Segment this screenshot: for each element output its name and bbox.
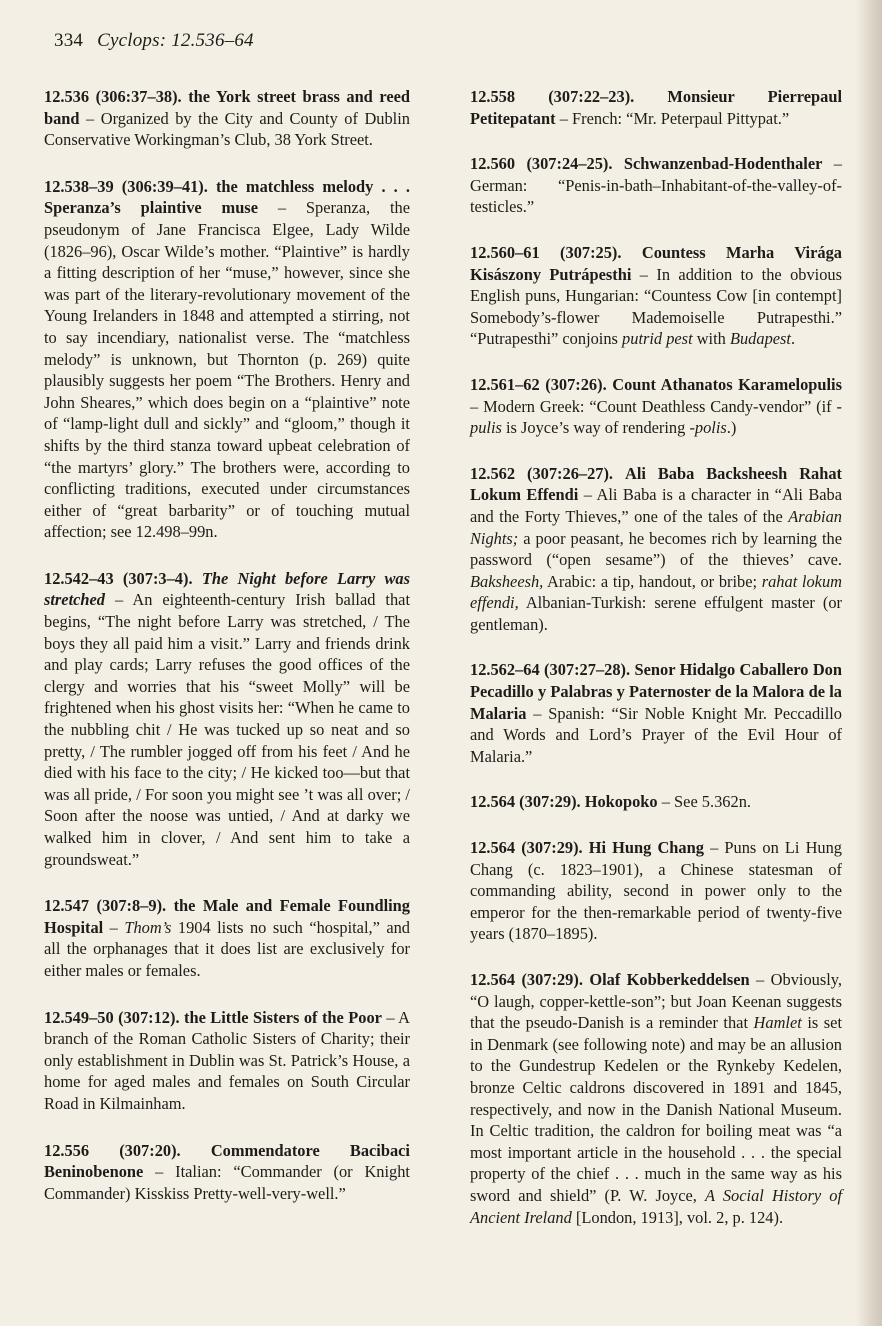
entry-lemma: the Little Sisters of the Poor xyxy=(184,1007,382,1027)
entry-lemma: Hi Hung Chang xyxy=(588,838,704,858)
annotation-entry: 12.564 (307:29). Hokopoko – See 5.362n. xyxy=(470,792,751,812)
annotation-entry: 12.538–39 (306:39–41). the matchless melody . . . Speranza’s plaintive muse – Speranza, the pseudonym of Jane Francisca Elgee, Lady Wilde (1826–96), Oscar Wilde’s mother. “Plaintive” is hardly a fitting description of her “muse,” however, since she was part of the literary-revolutionary movement of the Young Irelanders in 1848 and attempted a stirring, not to say incendiary, nationalist verse. The “matchless melody” is unknown, but Thornton (p. 269) quite plausibly suggests her poem “The Brothers. Henry and John Sheares,” which does begin on a “plaintive” note of “lamp-light dull and sickly” and “gloom,” though it shifts by the third stanza toward upbeat celebration of “the martyrs’ glory.” The brothers were, according to conflicting traditions, executed under circumstances either of “great barbarity” or of touching mutual affection; see 12.498–99n. xyxy=(44,176,410,542)
entry-gloss: a poor peasant, he becomes rich by learning the password (“open sesame”) of the thieves’ cave. xyxy=(470,528,842,570)
entry-reference: 12.547 (307:8–9). xyxy=(44,896,167,916)
entry-gloss: Organized by the City and County of Dublin Conservative Workingman’s Club, 38 York Street. xyxy=(44,108,410,150)
entry-lemma: Countess Marha Virága Kisászony Putrápesthi xyxy=(470,242,842,284)
entry-gloss: Arabic: a tip, handout, or bribe; xyxy=(543,571,762,591)
entry-reference: 12.561–62 (307:26). xyxy=(470,374,607,394)
annotation-entry: 12.564 (307:29). Olaf Kobberkeddelsen – Obviously, “O laugh, copper-kettle-son”; but Joan Keenan suggests that the pseudo-Danish is a reminder that Hamlet is set in Denmark (see following note) and may be an allusion to the Gundestrup Kedelen or the Rynkeby Kedelen, bronze Celtic caldrons discovered in 1891 and 1845, respectively, and now in the Danish National Museum. In Celtic tradition, the caldron for boiling meat was “a most important article in the household . . . the special property of the chief . . . much in the same way as his sword and shield” (P. W. Joyce, A Social History of Ancient Ireland [London, 1913], vol. 2, p. 124). xyxy=(470,970,843,1227)
entry-reference: 12.560 (307:24–25). xyxy=(470,154,613,174)
annotation-entry: 12.542–43 (307:3–4). The Night before Larry was stretched – An eighteenth-century Irish ballad that begins, “The night before Larry was stretched, / The boys they all paid him a visit.” Larry and friends drink and play cards; Larry refuses the good offices of the clergy and worries that his “sweet Molly” will be frightened when his ghost visits her: “When he came to the nubbling chit / He was tucked up so neat and so pretty, / The rumbler jogged off from his feet / And he died with his face to the city; / He kicked too—but that was all pride, / For soon you might see ’t was all over; / Soon after the noose was untied, / And at darky we walked him in clover, / And sent him to take a groundsweat.” xyxy=(44,568,411,869)
entry-lemma: the matchless melody . . . Speranza’s plaintive muse xyxy=(44,176,410,218)
annotation-entry: 12.560–61 (307:25). Countess Marha Virága Kisászony Putrápesthi – In addition to the obvious English puns, Hungarian: “Countess Cow [in contempt] Somebody’s-flower Mademoiselle Putrapesthi.” “Putrapesthi” conjoins putrid pest with Budapest. xyxy=(470,242,842,349)
entry-reference: 12.556 (307:20). xyxy=(44,1140,181,1160)
entry-reference: 12.538–39 (306:39–41). xyxy=(44,176,208,196)
entry-reference: 12.564 (307:29). xyxy=(470,792,581,812)
annotation-entry: 12.562–64 (307:27–28). Senor Hidalgo Caballero Don Pecadillo y Palabras y Paternoster de la Malora de la Malaria – Spanish: “Sir Noble Knight Mr. Peccadillo and Words and Lord’s Prayer of the Evil Hour of Malaria.” xyxy=(470,660,842,766)
page-gutter-shadow xyxy=(856,0,882,1326)
entry-gloss: See 5.362n. xyxy=(674,792,751,812)
entry-gloss: [London, 1913], vol. 2, p. 124). xyxy=(571,1207,784,1227)
entry-gloss-italic: rahat lokum effendi, xyxy=(470,571,842,613)
entry-lemma: Olaf Kobberkeddelsen xyxy=(589,970,750,989)
entry-gloss: Ali Baba is a character in “Ali Baba and the Forty Thieves,” one of the tales of the xyxy=(470,485,843,526)
entry-gloss: is set in Denmark (see following note) and may be an allusion to the Gundestrup Kedelen or the Rynkeby Kedelen, bronze Celtic caldrons discovered in 1891 and 1845, respectively, and now in the Danish National Museum. In Celtic tradition, the caldron for boiling meat was “a most important article in the household . . . the special property of the chief . . . much in the same way as his sword and shield” (P. W. Joyce, xyxy=(470,1013,842,1205)
entry-gloss: German: “Penis-in-bath–Inhabitant-of-the-valley-of-testicles.” xyxy=(470,175,842,217)
entry-gloss-italic: putrid pest xyxy=(622,329,693,349)
entry-lemma: the Male and Female Foundling Hospital xyxy=(44,896,410,937)
entry-gloss: 1904 lists no such “hospital,” and all the orphanages that it does list are exclusively for either males or females. xyxy=(44,917,411,980)
entry-gloss-italic: Thom’s xyxy=(124,917,172,937)
entry-gloss: Obviously, “O laugh, copper-kettle-son”; but Joan Keenan suggests that the pseudo-Danish is a reminder that xyxy=(470,970,842,1033)
entry-lemma: Senor Hidalgo Caballero Don Pecadillo y Palabras y Paternoster de la Malora de la Malaria xyxy=(470,660,842,723)
annotation-entry: 12.536 (306:37–38). the York street brass and reed band – Organized by the City and County of Dublin Conservative Workingman’s Club, 38 York Street. xyxy=(44,87,410,150)
entry-reference: 12.564 (307:29). xyxy=(470,970,583,989)
entry-gloss: .) xyxy=(726,418,737,438)
entry-gloss-italic: Hamlet xyxy=(753,1013,802,1033)
entry-gloss-italic: A Social History of Ancient Ireland xyxy=(470,1185,843,1227)
entry-gloss: Speranza, the pseudonym of Jane Francisca Elgee, Lady Wilde (1826–96), Oscar Wilde’s mother. “Plaintive” is hardly a fitting description of her “muse,” however, since she was part of the literary-revolutionary movement of the Young Irelanders in 1848 and attempted a stirring, not to say incendiary, nationalist verse. The “matchless melody” is unknown, but Thornton (p. 269) quite plausibly suggests her poem “The Brothers. Henry and John Sheares,” which does begin on a “plaintive” note of “lamp-light dull and sickly” and “gloom,” though it shifts by the third stanza toward upbeat celebration of “the martyrs’ glory.” The brothers were, according to conflicting traditions, executed under circumstances either of “great barbarity” or of touching mutual affection; see 12.498–99n. xyxy=(44,198,410,542)
entry-reference: 12.549–50 (307:12). xyxy=(44,1007,180,1027)
left-column xyxy=(44,86,410,1229)
entry-gloss: Puns on Li Hung Chang (c. 1823–1901), a Chinese statesman of commanding ability, second in power only to the emperor for the then-remarkable period of twenty-five years (1870–1895). xyxy=(470,838,842,944)
entry-gloss: In addition to the obvious English puns, Hungarian: “Countess Cow [in contempt] Somebody’s-flower Mademoiselle Putrapesthi.” “Putrapesthi” conjoins xyxy=(470,264,842,349)
entry-lemma: the York street brass and reed band xyxy=(44,87,410,128)
annotation-entry: 12.549–50 (307:12). the Little Sisters of the Poor – A branch of the Roman Catholic Sisters of Charity; their only establishment in Dublin was St. Patrick’s House, a home for aged males and females on South Circular Road in Kilmainham. xyxy=(44,1007,410,1113)
entry-lemma: Monsieur Pierrepaul Petitepatant xyxy=(470,87,842,128)
entry-gloss: Albanian-Turkish: serene effulgent master (or gentleman). xyxy=(470,593,842,634)
annotation-entry: 12.561–62 (307:26). Count Athanatos Karamelopulis – Modern Greek: “Count Deathless Candy-vendor” (if -pulis is Joyce’s way of rendering -polis.) xyxy=(470,374,842,438)
page-number: 334 xyxy=(54,30,84,51)
entry-gloss: A branch of the Roman Catholic Sisters of Charity; their only establishment in Dublin was St. Patrick’s House, a home for aged males and females on South Circular Road in Kilmainham. xyxy=(44,1007,410,1113)
running-title: Cyclops: 12.536–64 xyxy=(97,30,254,51)
annotation-entry: 12.558 (307:22–23). Monsieur Pierrepaul Petitepatant – French: “Mr. Peterpaul Pittypat.” xyxy=(470,87,842,128)
entry-gloss: . xyxy=(790,329,796,349)
entry-gloss: Italian: “Commander (or Knight Commander) Kisskiss Pretty-well-very-well.” xyxy=(44,1162,410,1203)
entry-gloss: is Joyce’s way of rendering xyxy=(501,418,690,438)
entry-gloss-italic: -pulis xyxy=(470,396,842,438)
entry-gloss-italic: Baksheesh, xyxy=(470,571,544,591)
entry-lemma: Count Athanatos Karamelopulis xyxy=(612,374,842,394)
entry-reference: 12.560–61 (307:25). xyxy=(470,242,622,262)
entry-reference: 12.542–43 (307:3–4). xyxy=(44,568,193,588)
running-head xyxy=(54,30,254,52)
entry-reference: 12.562–64 (307:27–28). xyxy=(470,660,631,680)
right-column xyxy=(470,86,842,1252)
entry-lemma: The Night before Larry was stretched xyxy=(44,568,410,610)
entry-gloss: Modern Greek: “Count Deathless Candy-vendor” (if xyxy=(483,396,837,416)
annotation-entry: 12.560 (307:24–25). Schwanzenbad-Hodenthaler – German: “Penis-in-bath–Inhabitant-of-the-valley-of-testicles.” xyxy=(470,154,842,217)
entry-gloss-italic: Arabian Nights; xyxy=(470,506,842,548)
entry-gloss-italic: Budapest xyxy=(729,329,791,349)
entry-reference: 12.536 (306:37–38). xyxy=(44,87,182,106)
entry-reference: 12.558 (307:22–23). xyxy=(470,87,635,106)
entry-lemma: Ali Baba Backsheesh Rahat Lokum Effendi xyxy=(470,463,842,505)
entry-reference: 12.562 (307:26–27). xyxy=(470,463,614,483)
annotation-entry: 12.562 (307:26–27). Ali Baba Backsheesh Rahat Lokum Effendi – Ali Baba is a character in “Ali Baba and the Forty Thieves,” one of the tales of the Arabian Nights; a poor peasant, he becomes rich by learning the password (“open sesame”) of the thieves’ cave. Baksheesh, Arabic: a tip, handout, or bribe; rahat lokum effendi, Albanian-Turkish: serene effulgent master (or gentleman). xyxy=(470,463,843,634)
entry-lemma: Commendatore Bacibaci Beninobenone xyxy=(44,1140,410,1182)
entry-gloss: Spanish: “Sir Noble Knight Mr. Peccadillo and Words and Lord’s Prayer of the Evil Hour of Malaria.” xyxy=(470,703,842,766)
annotation-entry: 12.556 (307:20). Commendatore Bacibaci Beninobenone – Italian: “Commander (or Knight Commander) Kisskiss Pretty-well-very-well.” xyxy=(44,1140,410,1203)
entry-lemma: Hokopoko xyxy=(584,792,658,812)
annotation-entry: 12.547 (307:8–9). the Male and Female Foundling Hospital – Thom’s 1904 lists no such “hospital,” and all the orphanages that it does list are exclusively for either males or females. xyxy=(44,896,411,980)
entry-lemma: Schwanzenbad-Hodenthaler xyxy=(623,154,823,174)
entry-gloss-italic: -polis xyxy=(689,418,727,438)
entry-gloss: An eighteenth-century Irish ballad that begins, “The night before Larry was stretched, / The boys they all paid him a visit.” Larry and friends drink and play cards; Larry refuses the good offices of the clergy and worries that his “sweet Molly” will be frightened when his ghost visits her: “When he came to the nubbling chit / He was tucked up so neat and so pretty, / The rumbler jogged off from his feet / And he died with his face to the city; / He kicked too—but that was all pride, / For soon you might see ’t was all over; / Soon after the noose was untied, / And at darky we walked him in clover, / And sent him to take a groundsweat.” xyxy=(44,590,411,869)
entry-reference: 12.564 (307:29). xyxy=(470,838,583,858)
entry-gloss: with xyxy=(692,329,730,349)
entry-gloss: French: “Mr. Peterpaul Pittypat.” xyxy=(572,108,790,128)
annotation-entry: 12.564 (307:29). Hi Hung Chang – Puns on Li Hung Chang (c. 1823–1901), a Chinese statesman of commanding ability, second in power only to the emperor for the then-remarkable period of twenty-five years (1870–1895). xyxy=(470,838,842,944)
